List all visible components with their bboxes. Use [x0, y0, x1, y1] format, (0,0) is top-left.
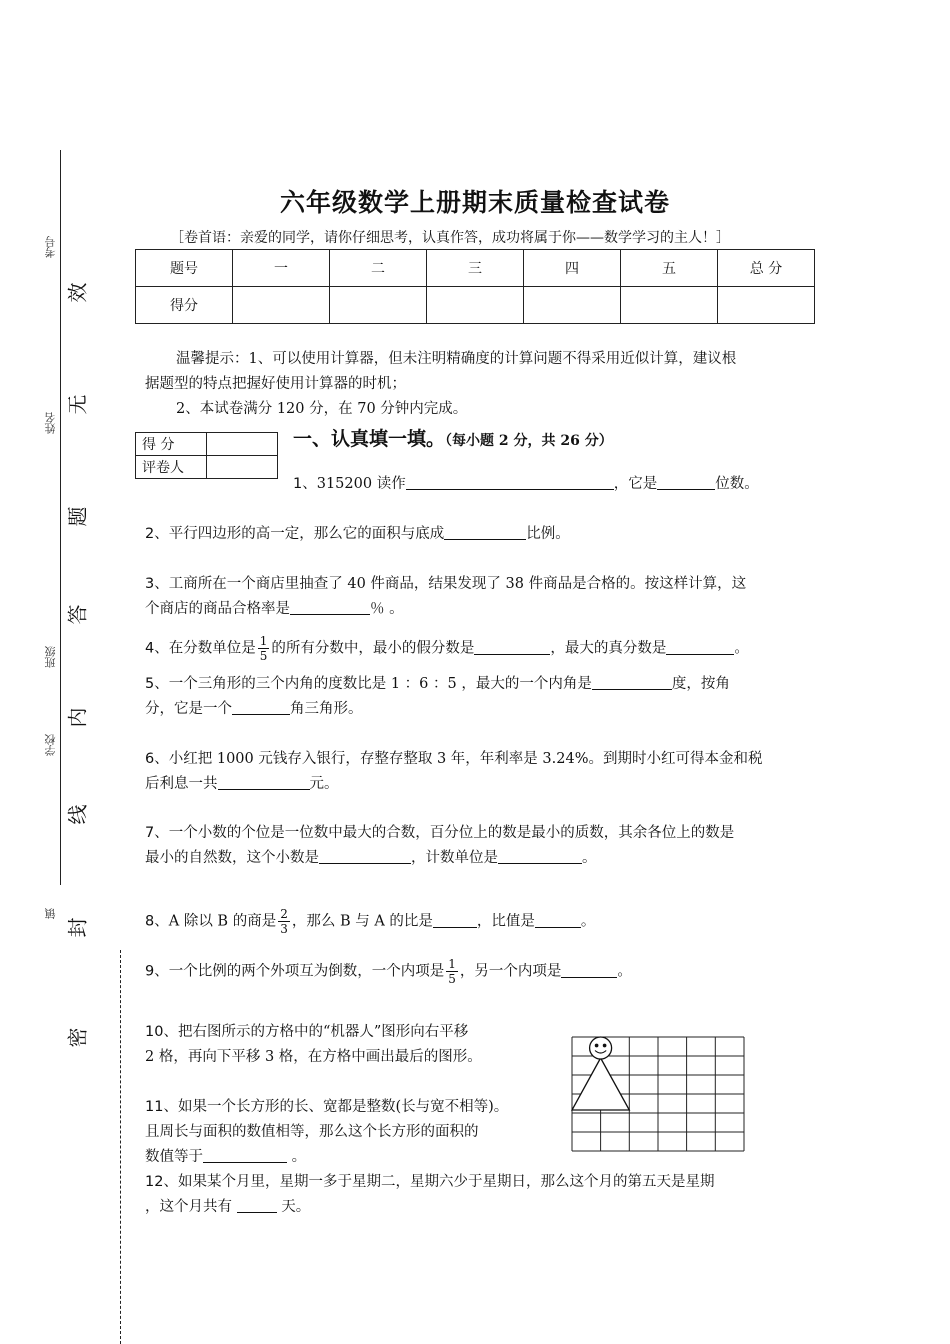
question-1 — [293, 472, 759, 496]
score-cell: 三 — [427, 250, 524, 287]
answer-blank[interactable] — [666, 638, 734, 655]
answer-blank[interactable] — [319, 847, 411, 864]
seal-char-1: 效 — [65, 282, 90, 303]
question-number: 6、 — [145, 751, 169, 767]
question-number: 7、 — [145, 825, 169, 841]
question-text: 数值等于 — [145, 1149, 203, 1165]
score-table — [135, 249, 815, 324]
question-number: 4、 — [145, 640, 169, 657]
question-text: ，另一个内项是 — [459, 963, 562, 980]
margin-label-exam-number: 考号 — [44, 236, 57, 258]
question-6-line-1 — [145, 747, 762, 771]
question-10-line-2: 2 格，再向下平移 3 格，在方格中画出最后的图形。 — [145, 1049, 482, 1065]
answer-blank[interactable] — [433, 911, 477, 928]
question-text: 角三角形。 — [290, 701, 363, 717]
answer-blank[interactable] — [498, 847, 582, 864]
question-text: 度，按角 — [671, 676, 730, 692]
score-cell-input[interactable] — [233, 287, 330, 324]
question-5-line-2 — [145, 697, 363, 721]
score-cell: 五 — [621, 250, 718, 287]
grader-name-label: 评卷人 — [136, 456, 207, 479]
seal-char-6: 线 — [65, 804, 90, 825]
fraction-denominator: 3 — [280, 922, 288, 936]
question-text: 后利息一共 — [145, 776, 218, 792]
question-text: 把右图所示的方格中的“机器人”图形向右平移 — [177, 1024, 469, 1040]
fraction-numerator: 1 — [259, 634, 268, 648]
page-title: 六年级数学上册期末质量检查试卷 — [279, 188, 670, 217]
answer-blank[interactable] — [657, 473, 715, 490]
score-cell-input[interactable] — [427, 287, 524, 324]
section-1-note: （每小题 2 分，共 26 分） — [445, 433, 613, 449]
margin-label-town: 镇 — [44, 908, 57, 919]
question-number: 1、 — [293, 476, 317, 492]
robot-body-triangle — [572, 1058, 629, 1110]
answer-blank[interactable] — [535, 911, 581, 928]
question-7-line-1 — [145, 821, 734, 845]
section-1-heading: 一、认真填一填。 — [293, 428, 446, 450]
question-number: 8、 — [145, 913, 169, 930]
question-text: 小红把 1000 元钱存入银行，存整存整取 3 年，年利率是 3.24%。到期时小红可得本金和税 — [168, 751, 763, 767]
fraction-numerator: 1 — [448, 957, 456, 971]
question-text: 如果某个月里，星期一多于星期二，星期六少于星期日，那么这个月的第五天是星期 — [177, 1174, 715, 1190]
score-cell: 四 — [524, 250, 621, 287]
seal-char-2: 无 — [65, 394, 90, 415]
question-text: 元。 — [309, 776, 339, 792]
seal-char-7: 封 — [65, 917, 90, 938]
grader-box — [135, 432, 278, 479]
answer-blank[interactable] — [237, 1196, 277, 1213]
answer-blank[interactable] — [444, 523, 526, 540]
question-number: 3、 — [145, 576, 169, 592]
tips-line-1: 温馨提示：1、可以使用计算器，但未注明精确度的计算问题不得采用近似计算，建议根 — [176, 351, 737, 367]
question-12-line-1 — [145, 1170, 714, 1194]
section-1-title — [293, 424, 613, 451]
question-text: 如果一个长方形的长、宽都是整数(长与宽不相等)。 — [177, 1099, 509, 1115]
margin-label-school: 学校 — [44, 734, 57, 756]
score-cell-input[interactable] — [621, 287, 718, 324]
question-text: A 除以 B 的商是 — [168, 913, 277, 930]
question-3-line-2 — [145, 597, 404, 621]
question-text: 。 — [582, 850, 597, 866]
score-cell: 二 — [330, 250, 427, 287]
score-cell-input[interactable] — [524, 287, 621, 324]
tips-line-3: 2、本试卷满分 120 分，在 70 分钟内完成。 — [176, 401, 468, 417]
preface: ［卷首语：亲爱的同学，请你仔细思考，认真作答，成功将属于你——数学学习的主人！］ — [170, 230, 730, 246]
fraction — [258, 634, 270, 663]
robot-head — [590, 1037, 612, 1059]
question-11-line-1 — [145, 1095, 508, 1119]
score-cell: 一 — [233, 250, 330, 287]
question-text: 位数。 — [715, 476, 759, 492]
seal-char-4: 答 — [65, 604, 90, 625]
robot-left-eye — [595, 1044, 598, 1047]
seal-char-3: 题 — [65, 506, 90, 527]
fraction — [446, 957, 458, 986]
question-text: 。 — [734, 640, 749, 657]
score-cell-input[interactable] — [330, 287, 427, 324]
score-cell: 题号 — [136, 250, 233, 287]
score-cell: 得分 — [136, 287, 233, 324]
answer-blank[interactable] — [406, 473, 614, 490]
question-number: 2、 — [145, 526, 169, 542]
question-4 — [145, 634, 749, 663]
answer-blank[interactable] — [592, 673, 672, 690]
robot-shape — [572, 1037, 629, 1110]
grader-score-label: 得 分 — [136, 433, 207, 456]
tips-line-2: 据题型的特点把握好使用计算器的时机； — [145, 376, 406, 392]
fraction-denominator: 5 — [448, 972, 456, 986]
question-text: 在分数单位是 — [168, 640, 256, 657]
fraction — [278, 907, 290, 936]
question-text: 平行四边形的高一定，那么它的面积与底成 — [168, 526, 445, 542]
robot-grid-figure[interactable] — [571, 1036, 747, 1154]
question-6-line-2 — [145, 772, 339, 796]
question-text: 分，它是一个 — [145, 701, 232, 717]
question-7-line-2 — [145, 846, 597, 870]
fraction-denominator: 5 — [259, 649, 268, 663]
seal-char-5: 内 — [65, 707, 90, 728]
question-number: 9、 — [145, 963, 169, 980]
margin-dashed-line — [120, 950, 121, 1344]
question-12-line-2 — [145, 1195, 310, 1219]
answer-blank[interactable] — [561, 961, 617, 978]
seal-char-8: 密 — [65, 1027, 90, 1048]
question-11-line-2: 且周长与面积的数值相等，那么这个长方形的面积的 — [145, 1124, 479, 1140]
question-text: 315200 读作 — [316, 476, 406, 492]
question-text: ，这个月共有 — [145, 1199, 237, 1215]
question-text: 一个比例的两个外项互为倒数，一个内项是 — [168, 963, 445, 980]
question-text: ，最大的真分数是 — [550, 640, 667, 657]
question-text: 一个三角形的三个内角的度数比是 1 ：6 ：5 ，最大的一个内角是 — [168, 676, 592, 692]
grader-name-input[interactable] — [207, 456, 278, 479]
answer-blank[interactable] — [232, 698, 290, 715]
question-text: 。 — [580, 913, 596, 930]
question-text: 。 — [287, 1149, 307, 1165]
question-text: 一个小数的个位是一位数中最大的合数，百分位上的数是最小的质数，其余各位上的数是 — [168, 825, 735, 841]
robot-right-eye — [603, 1044, 606, 1047]
question-text: 的所有分数中，最小的假分数是 — [271, 640, 475, 657]
question-text: ％ 。 — [370, 601, 404, 617]
margin-label-class: 班级 — [44, 646, 57, 668]
question-8 — [145, 907, 595, 936]
score-cell: 总 分 — [718, 250, 815, 287]
question-2 — [145, 522, 570, 546]
question-text: 最小的自然数，这个小数是 — [145, 850, 319, 866]
question-text: ，它是 — [613, 476, 658, 492]
question-number: 11、 — [145, 1099, 178, 1115]
question-text: 天。 — [276, 1199, 311, 1215]
question-number: 12、 — [145, 1174, 178, 1190]
score-cell-input[interactable] — [718, 287, 815, 324]
question-number: 10、 — [145, 1024, 178, 1040]
score-table-header-row — [136, 250, 815, 287]
question-11-line-3 — [145, 1145, 306, 1169]
question-text: ，那么 B 与 A 的比是 — [291, 913, 433, 930]
answer-blank[interactable] — [218, 773, 310, 790]
question-10-line-1 — [145, 1020, 468, 1044]
question-3-line-1 — [145, 572, 746, 596]
question-text: ，比值是 — [476, 913, 535, 930]
question-text: 。 — [617, 963, 632, 980]
question-9 — [145, 957, 632, 986]
question-text: 个商店的商品合格率是 — [145, 601, 290, 617]
fraction-numerator: 2 — [280, 907, 288, 921]
question-5-line-1 — [145, 672, 730, 696]
question-number: 5、 — [145, 676, 169, 692]
margin-label-name: 姓名 — [44, 412, 57, 434]
answer-blank[interactable] — [474, 638, 550, 655]
question-text: 比例。 — [526, 526, 570, 542]
answer-blank[interactable] — [290, 598, 370, 615]
grader-score-input[interactable] — [207, 433, 278, 456]
answer-blank[interactable] — [203, 1146, 287, 1163]
question-text: ，计数单位是 — [411, 850, 498, 866]
question-text: 工商所在一个商店里抽查了 40 件商品，结果发现了 38 件商品是合格的。按这样计算，这 — [168, 576, 747, 592]
score-table-score-row — [136, 287, 815, 324]
